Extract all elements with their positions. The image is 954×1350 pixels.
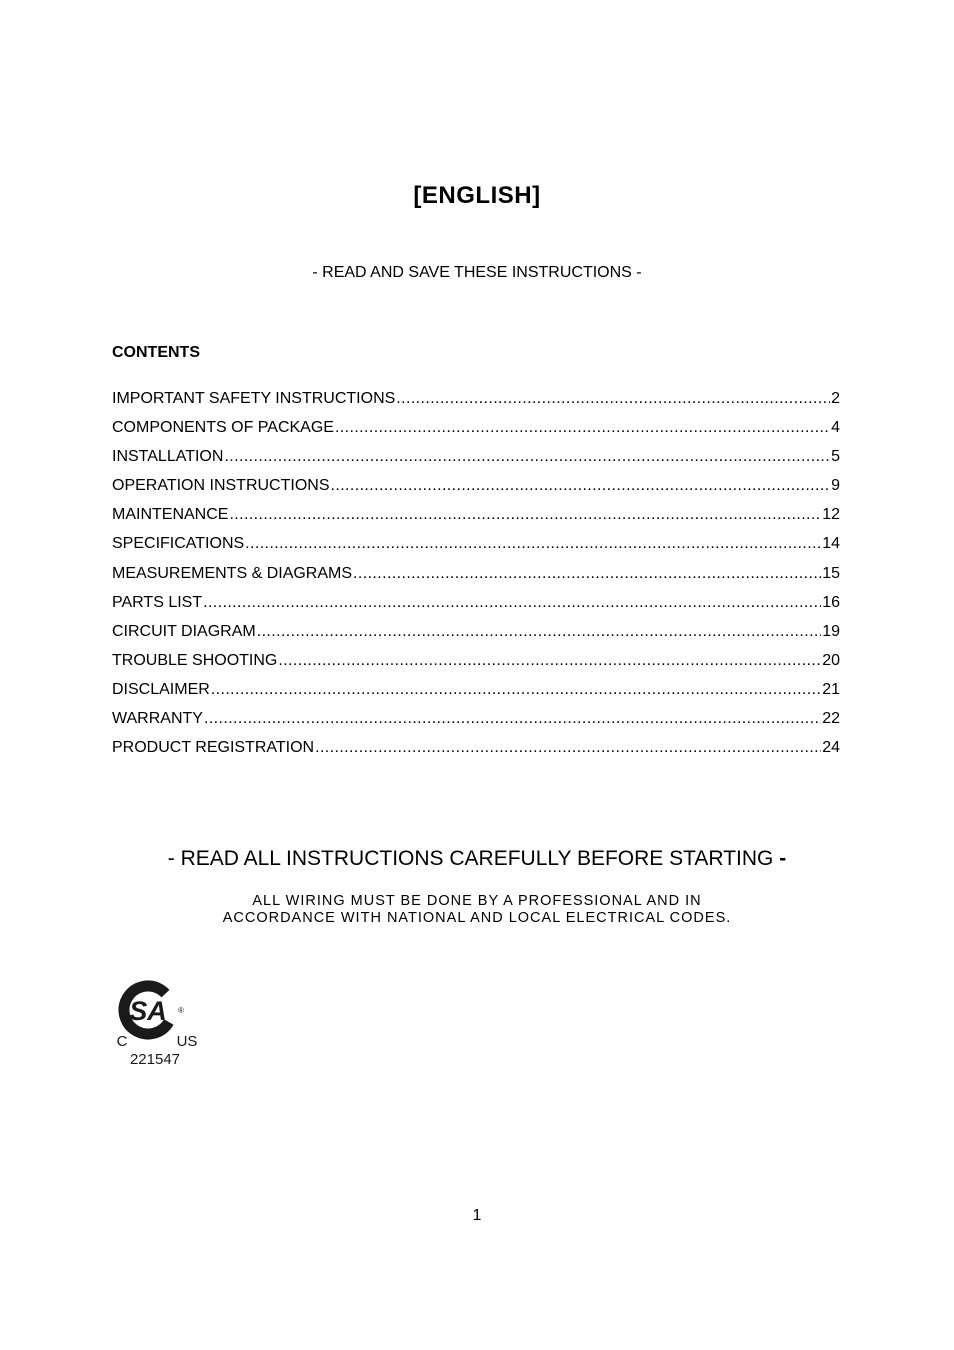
toc-item-page: 9 — [831, 477, 840, 495]
toc-item-page: 14 — [822, 535, 840, 553]
csa-country-c: C — [116, 1033, 128, 1050]
wiring-warning-line-2: ACCORDANCE WITH NATIONAL AND LOCAL ELECTRICAL CODES. — [222, 909, 732, 926]
toc-leader-dots — [204, 710, 821, 728]
toc-leader-dots — [278, 652, 821, 670]
page-title: [ENGLISH] — [413, 182, 541, 209]
toc-item — [112, 710, 840, 739]
toc-leader-dots — [224, 448, 830, 466]
wiring-warning-line-1: ALL WIRING MUST BE DONE BY A PROFESSIONAL AND IN — [252, 893, 702, 909]
toc-item-page: 15 — [822, 564, 840, 582]
toc-item-label: IMPORTANT SAFETY INSTRUCTIONS — [112, 390, 396, 407]
toc-item-page: 5 — [831, 448, 840, 466]
toc-item — [112, 535, 840, 564]
toc-item — [112, 448, 840, 477]
toc-leader-dots — [353, 565, 821, 583]
read-instructions-notice — [0, 847, 954, 871]
toc-item-page: 20 — [822, 651, 840, 669]
toc-item-label: WARRANTY — [112, 710, 203, 728]
page-subtitle: - READ AND SAVE THESE INSTRUCTIONS - — [312, 264, 642, 281]
toc-item-label: PRODUCT REGISTRATION — [112, 739, 315, 757]
toc-item-page: 12 — [822, 506, 840, 524]
toc-item — [112, 681, 840, 710]
wiring-warning — [0, 893, 954, 926]
csa-country-us: US — [176, 1033, 198, 1050]
csa-certificate-number: 221547 — [129, 1051, 181, 1068]
toc-leader-dots — [315, 739, 821, 757]
toc-item-label: MEASUREMENTS & DIAGRAMS — [112, 564, 353, 582]
toc-item — [112, 477, 840, 506]
toc-item-page: 19 — [822, 622, 840, 640]
toc-item — [112, 739, 840, 768]
toc-leader-dots — [335, 419, 830, 437]
toc-item-label: MAINTENANCE — [112, 506, 229, 524]
page-number: 1 — [472, 1207, 482, 1224]
toc-item-label: SPECIFICATIONS — [112, 535, 245, 553]
toc-item-label: CIRCUIT DIAGRAM — [112, 622, 256, 640]
toc-item-page: 21 — [822, 680, 840, 698]
toc-leader-dots — [211, 681, 821, 699]
toc-item-label: COMPONENTS OF PACKAGE — [112, 419, 334, 437]
contents-heading: CONTENTS — [112, 344, 200, 361]
toc-item — [112, 652, 840, 681]
notice-main-end: - — [779, 847, 787, 870]
toc-leader-dots — [396, 390, 830, 408]
toc-item-label: TROUBLE SHOOTING — [112, 651, 278, 669]
table-of-contents — [112, 390, 840, 768]
toc-leader-dots — [257, 623, 821, 641]
registered-mark: ® — [178, 1006, 184, 1015]
toc-leader-dots — [229, 506, 821, 524]
toc-item — [112, 565, 840, 594]
toc-item — [112, 506, 840, 535]
toc-item-page: 16 — [822, 593, 840, 611]
toc-leader-dots — [245, 535, 821, 553]
toc-item — [112, 390, 840, 419]
toc-leader-dots — [203, 594, 821, 612]
notice-main-text: - READ ALL INSTRUCTIONS CAREFULLY BEFORE STARTING — [167, 847, 774, 870]
toc-item-label: OPERATION INSTRUCTIONS — [112, 477, 330, 495]
toc-item-label: INSTALLATION — [112, 448, 224, 466]
toc-item-page: 24 — [822, 739, 840, 757]
toc-item-label: PARTS LIST — [112, 593, 203, 611]
toc-item-label: DISCLAIMER — [112, 680, 210, 698]
csa-certification-icon — [114, 976, 214, 1072]
toc-leader-dots — [331, 477, 831, 495]
toc-item-page: 4 — [831, 419, 840, 437]
toc-item — [112, 594, 840, 623]
toc-item-page: 2 — [831, 390, 840, 407]
csa-logo-text: SA — [129, 996, 167, 1026]
toc-item — [112, 419, 840, 448]
toc-item-page: 22 — [822, 710, 840, 728]
toc-item — [112, 623, 840, 652]
